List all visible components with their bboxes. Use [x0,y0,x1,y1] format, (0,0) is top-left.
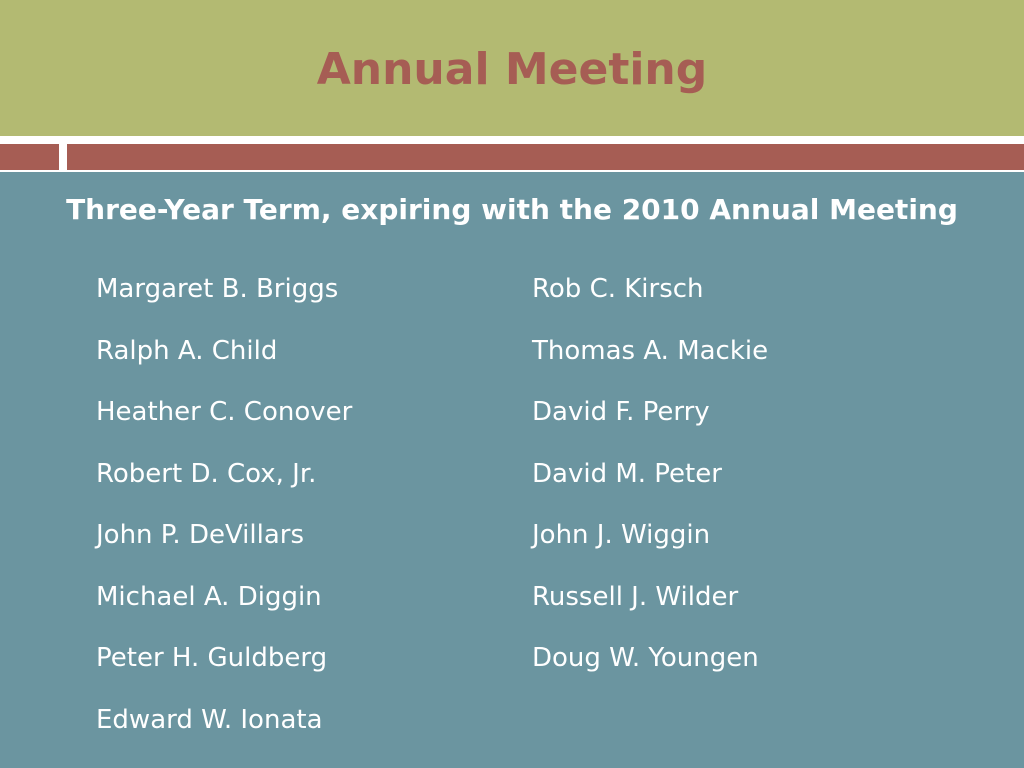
name-item: David M. Peter [532,458,722,489]
accent-stripe-short [0,144,59,170]
slide-title: Annual Meeting [316,44,708,95]
accent-stripe-long [67,144,1024,170]
stripe-bottom-line [0,170,1024,172]
name-item: John J. Wiggin [532,520,711,550]
name-item: Thomas A. Mackie [532,335,769,366]
name-item: David F. Perry [532,397,710,427]
name-item: Margaret B. Briggs [96,274,339,304]
stripe-gap [0,136,1024,144]
name-item: Michael A. Diggin [96,581,322,612]
name-item: Edward W. Ionata [96,704,323,735]
name-item: Russell J. Wilder [532,581,739,612]
name-item: John P. DeVillars [96,520,305,550]
name-item: Peter H. Guldberg [96,643,328,673]
slide-subtitle: Three-Year Term, expiring with the 2010 Annual Meeting [66,193,958,226]
name-item: Robert D. Cox, Jr. [96,458,317,489]
name-item: Rob C. Kirsch [532,274,704,304]
names-column-left [96,270,352,762]
names-column-right [532,270,768,701]
name-item: Ralph A. Child [96,335,278,366]
stripe-divider [59,140,67,172]
name-item: Heather C. Conover [96,397,353,427]
name-item: Doug W. Youngen [532,643,759,673]
